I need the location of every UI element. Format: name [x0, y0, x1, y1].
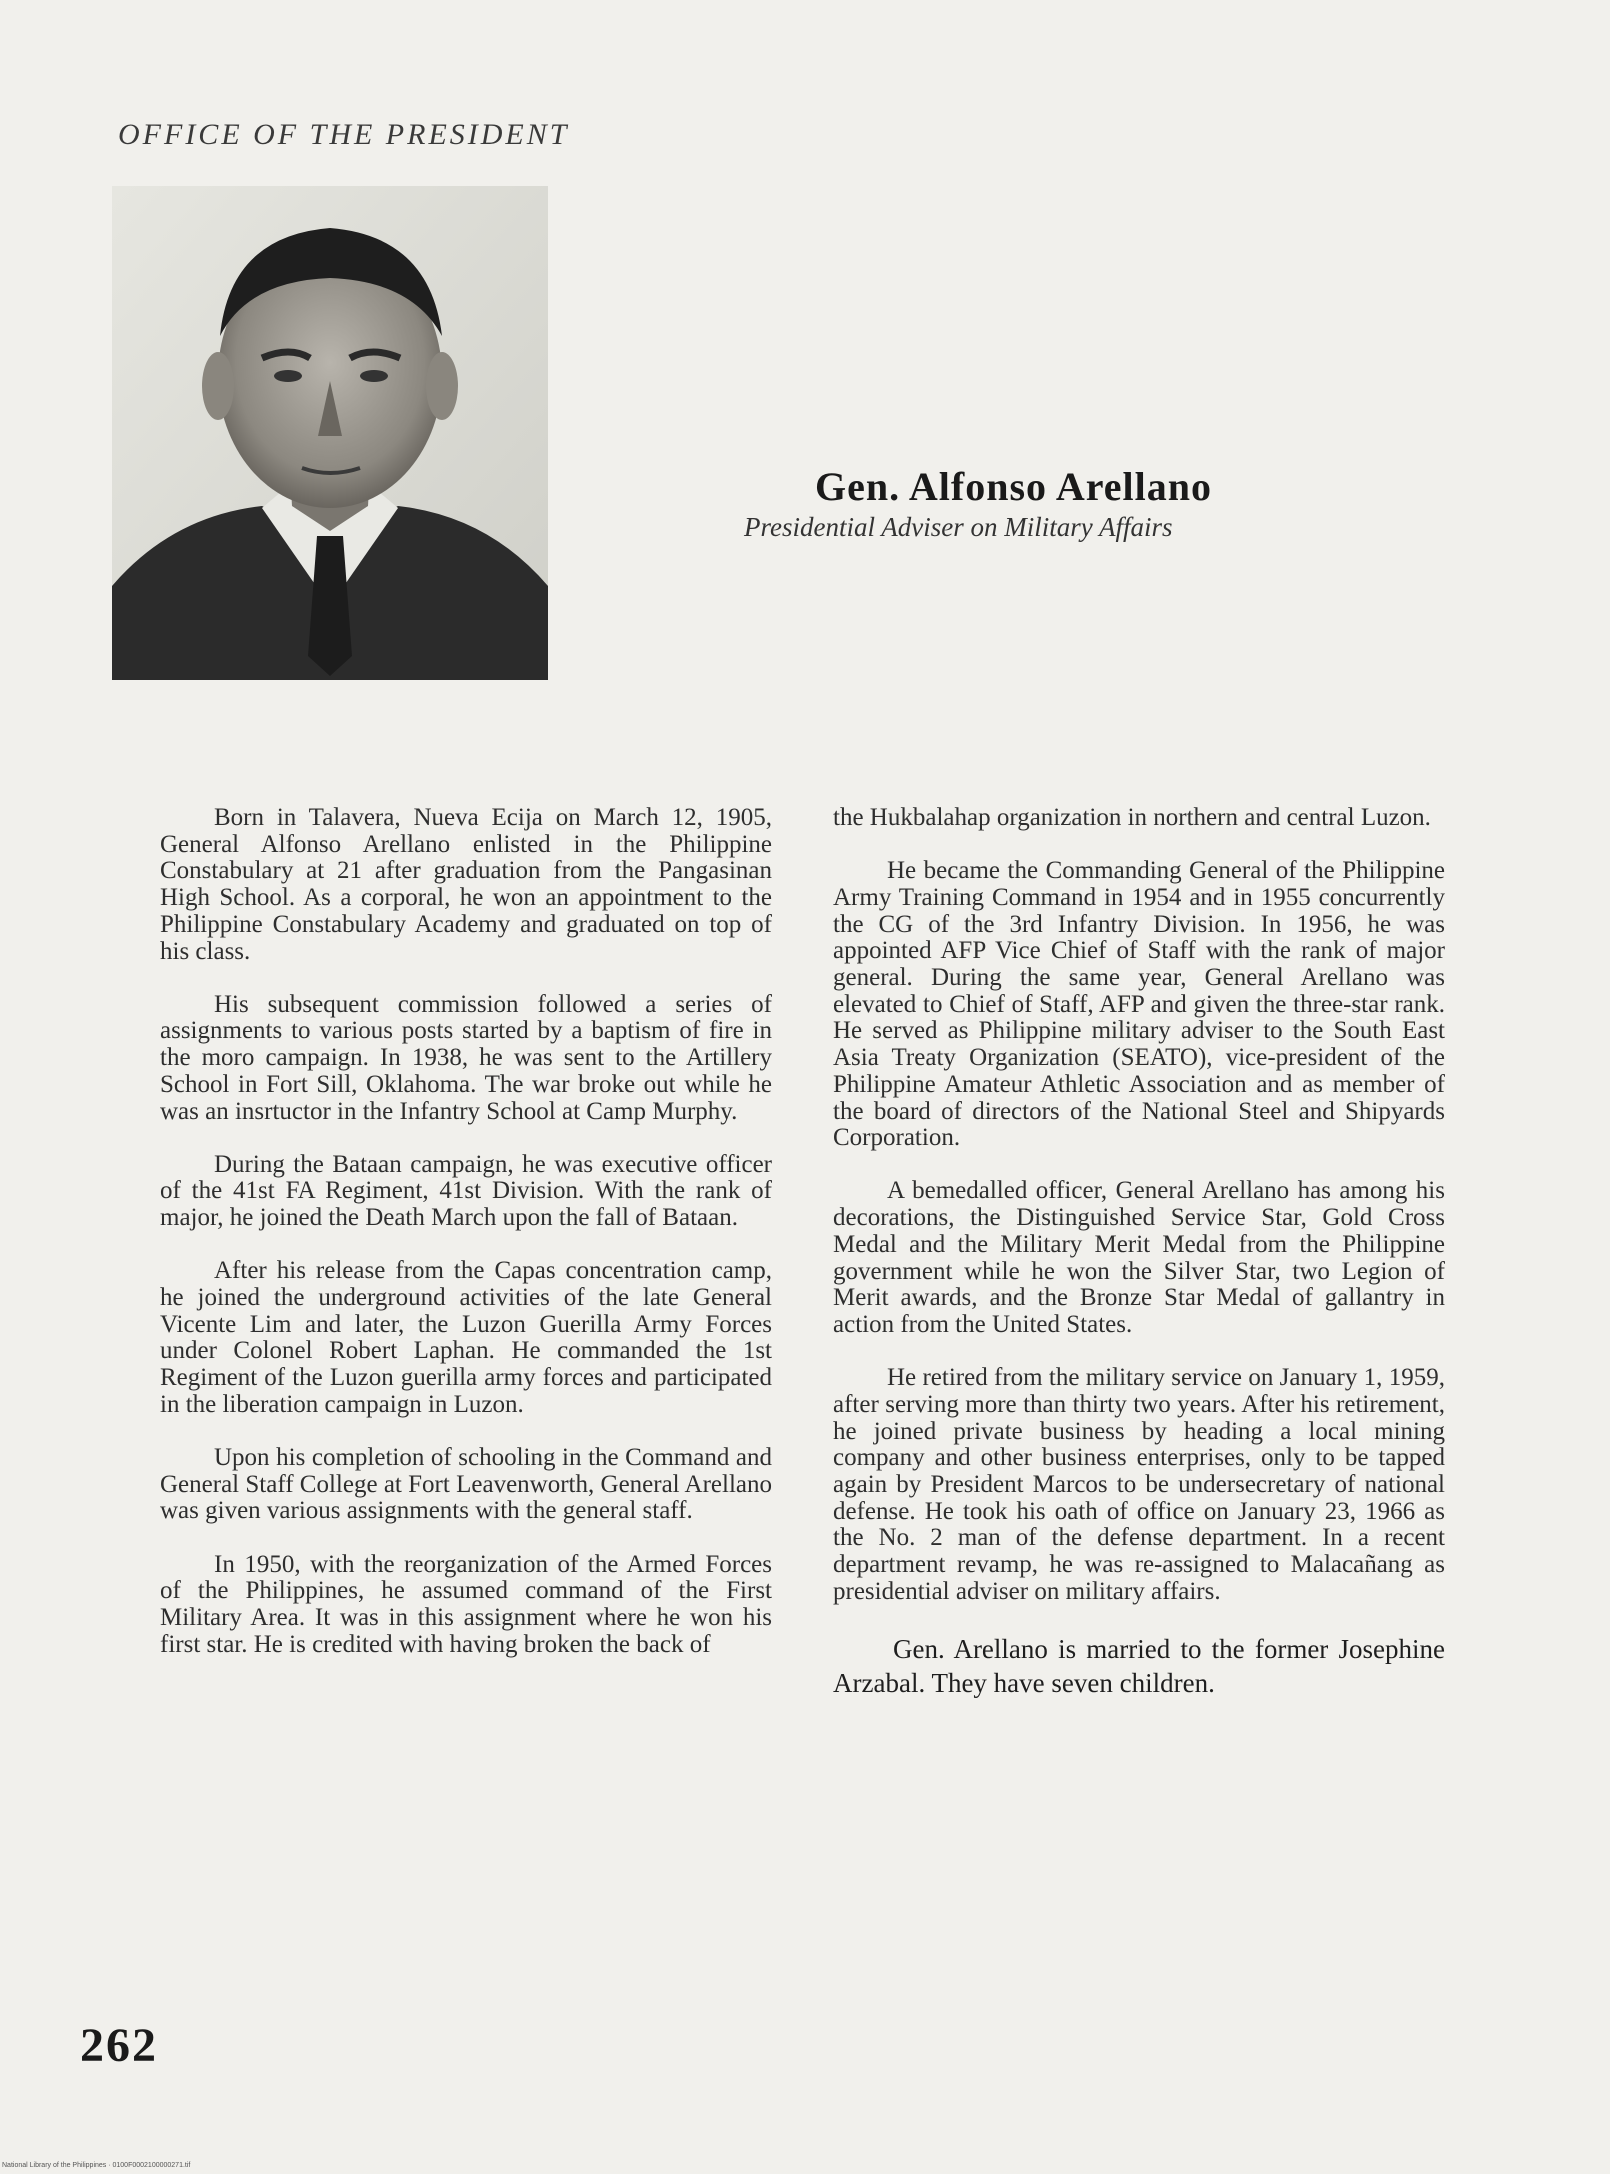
bio-paragraph: He retired from the military service on January 1, 1959, after serving more than thirty two years. After his retirement, he joined private business by heading a local mining company and other business enterprises, only to be tapped again by President Marcos to be undersecretary of national defense. He took his oath of office on January 23, 1966 as the No. 2 man of the defense department. In a recent department revamp, he was re-assigned to Malacañang as presidential adviser on military affairs.: [833, 1364, 1445, 1605]
bio-paragraph: In 1950, with the reorganization of the Armed Forces of the Philippines, he assumed command of the First Military Area. It was in this assignment where he won his first star. He is credited with having broken the back of: [160, 1550, 772, 1658]
bio-paragraph: He became the Commanding General of the Philippine Army Training Command in 1954 and in 1955 concurrently the CG of the 3rd Infantry Division. In 1956, he was appointed AFP Vice Chief of Staff with the rank of major general. During the same year, General Arellano was elevated to Chief of Staff, AFP and given the three-star rank. He served as Philippine military adviser to the South East Asia Treaty Organization (SEATO), vice-president of the Philippine Amateur Athletic Association and as member of the board of directors of the National Steel and Shipyards Corporation.: [833, 857, 1445, 1152]
bio-paragraph-continuation: the Hukbalahap organization in northern and central Luzon.: [833, 804, 1431, 831]
bio-paragraph: Upon his completion of schooling in the Command and General Staff College at Fort Leavenworth, General Arellano was given various assignments with the general staff.: [160, 1444, 772, 1525]
office-header: OFFICE OF THE PRESIDENT: [118, 118, 570, 151]
bio-paragraph: His subsequent commission followed a series of assignments to various posts started by a baptism of fire in the moro campaign. In 1938, he was sent to the Artillery School in Fort Sill, Oklahoma. The war broke out while he was an insrtuctor in the Infantry School at Camp Murphy.: [160, 990, 772, 1125]
profile-name: Gen. Alfonso Arellano: [815, 464, 1212, 509]
bio-paragraph: After his release from the Capas concentration camp, he joined the underground activities of the late General Vicente Lim and later, the Luzon Guerilla Army Forces under Colonel Robert Laphan. He commanded the 1st Regiment of the Luzon guerilla army forces and participated in the liberation campaign in Luzon.: [160, 1257, 772, 1418]
bio-paragraph: A bemedalled officer, General Arellano has among his decorations, the Distinguished Service Star, Gold Cross Medal and the Military Merit Medal from the Philippine government while he won the Silver Star, two Legion of Merit awards, and the Bronze Star Medal of gallantry in action from the United States.: [833, 1177, 1445, 1338]
bio-paragraph: During the Bataan campaign, he was executive officer of the 41st FA Regiment, 41st Division. With the rank of major, he joined the Death March upon the fall of Bataan.: [160, 1150, 772, 1232]
left-column: [160, 805, 772, 1685]
closing-paragraph: Gen. Arellano is married to the former Josephine Arzabal. They have seven children.: [833, 1633, 1445, 1698]
portrait-photo: [112, 186, 548, 680]
profile-position: Presidential Adviser on Military Affairs: [744, 512, 1173, 542]
bio-paragraph: Born in Talavera, Nueva Ecija on March 12, 1905, General Alfonso Arellano enlisted in the Philippine Constabulary at 21 after graduation from the Pangasinan High School. As a corporal, he won an appointment to the Philippine Constabulary Academy and graduated on top of his class.: [160, 804, 772, 965]
right-column: [833, 805, 1445, 1726]
page-number: 262: [80, 2019, 158, 2072]
scan-footer: National Library of the Philippines · 0100F0002100000271.tif: [2, 2162, 191, 2169]
